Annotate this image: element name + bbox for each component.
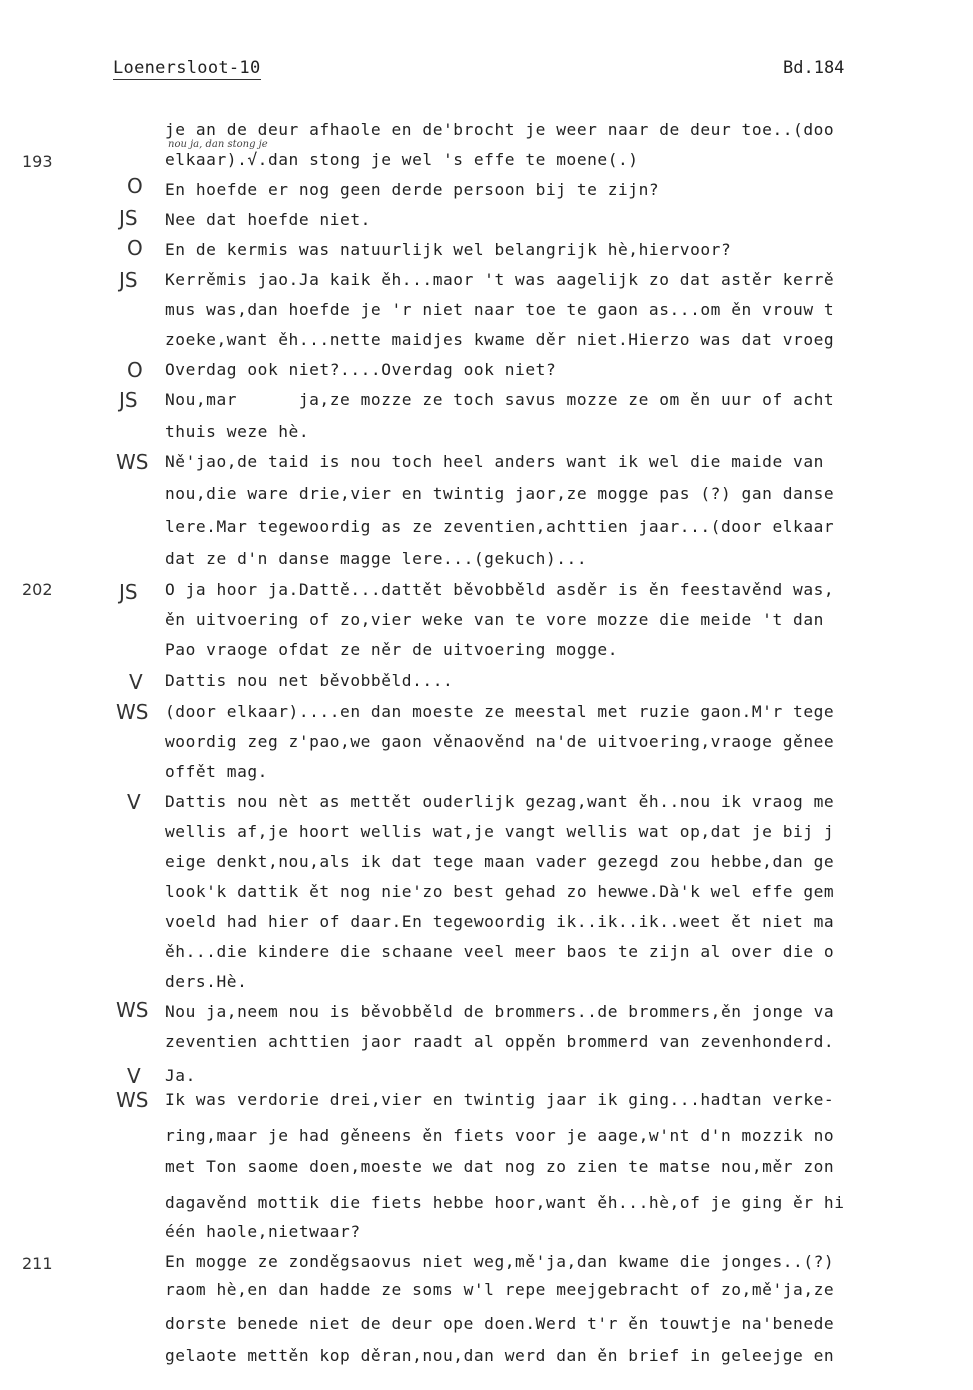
transcript-line: voeld had hier of daar.En tegewoordig ik..ik..ik..weet ět niet ma: [165, 912, 835, 931]
margin-number: 211: [22, 1254, 53, 1273]
document-title: Loenersloot-10: [113, 58, 261, 78]
speaker-label: JS: [119, 268, 138, 292]
margin-number: 202: [22, 580, 53, 599]
transcript-line: ěn uitvoering of zo,vier weke van te vore mozze die meide 't dan: [165, 610, 824, 629]
transcript-line: zeventien achttien jaor raadt al oppěn brommerd van zevenhonderd.: [165, 1032, 835, 1051]
handwritten-note: nou ja, dan stong je: [168, 139, 268, 150]
speaker-label: V: [127, 1064, 141, 1088]
transcript-line: ders.Hè.: [165, 972, 248, 991]
transcript-line: En mogge ze zonděgsaovus niet weg,mě'ja,dan kwame die jonges..(?): [165, 1252, 835, 1271]
transcript-line: offět mag.: [165, 762, 268, 781]
speaker-label: WS: [116, 450, 149, 474]
transcript-line: lere.Mar tegewoordig as ze zeventien,achttien jaar...(door elkaar: [165, 517, 835, 536]
speaker-label: WS: [116, 700, 149, 724]
transcript-line: Dattis nou net běvobběld....: [165, 671, 454, 690]
transcript-line: ring,maar je had gěneens ěn fiets voor je aage,w'nt d'n mozzik no: [165, 1126, 835, 1145]
transcript-line: raom hè,en dan hadde ze soms w'l repe meejgebracht of zo,mě'ja,ze: [165, 1280, 835, 1299]
speaker-label: V: [127, 790, 141, 814]
page-number: Bd.184: [783, 58, 845, 78]
transcript-line: woordig zeg z'pao,we gaon věnaověnd na'de uitvoering,vraoge gěnee: [165, 732, 835, 751]
speaker-label: WS: [116, 998, 149, 1022]
speaker-label: V: [129, 670, 143, 694]
transcript-line: wellis af,je hoort wellis wat,je vangt wellis wat op,dat je bij j: [165, 822, 835, 841]
transcript-line: ěh...die kindere die schaane veel meer baos te zijn al over die o: [165, 942, 835, 961]
transcript-line: Ik was verdorie drei,vier en twintig jaar ik ging...hadtan verke-: [165, 1090, 835, 1109]
transcript-line: Nee dat hoefde niet.: [165, 210, 371, 229]
transcript-line: Ja.: [165, 1066, 196, 1085]
transcript-line: nou,die ware drie,vier en twintig jaor,ze mogge pas (?) gan danse: [165, 484, 835, 503]
transcript-line: Kerrěmis jao.Ja kaik ěh...maor 't was aagelijk zo dat astěr kerrě: [165, 270, 835, 289]
transcript-line: dorste benede niet de deur ope doen.Werd t'r ěn touwtje na'benede: [165, 1314, 835, 1333]
transcript-line: O ja hoor ja.Dattě...dattět běvobběld asděr is ěn feestavěnd was,: [165, 580, 835, 599]
transcript-line: Overdag ook niet?....Overdag ook niet?: [165, 360, 557, 379]
transcript-line: dagavěnd mottik die fiets hebbe hoor,want ěh...hè,of je ging ěr hi: [165, 1193, 845, 1212]
transcript-line: één haole,nietwaar?: [165, 1222, 361, 1241]
transcript-line: thuis weze hè.: [165, 422, 310, 441]
margin-number: 193: [22, 152, 53, 171]
transcript-line: dat ze d'n danse magge lere...(gekuch)...: [165, 549, 588, 568]
transcript-line: mus was,dan hoefde je 'r niet naar toe te gaon as...om ěn vrouw t: [165, 300, 835, 319]
transcript-line: Pao vraoge ofdat ze něr de uitvoering mogge.: [165, 640, 619, 659]
transcript-line: En hoefde er nog geen derde persoon bij te zijn?: [165, 180, 660, 199]
speaker-label: JS: [119, 388, 138, 412]
transcript-line: met Ton saome doen,moeste we dat nog zo zien te matse nou,měr zon: [165, 1157, 835, 1176]
transcript-line: Nou ja,neem nou is běvobběld de brommers..de brommers,ěn jonge va: [165, 1002, 835, 1021]
transcript-line: Nou,mar ja,ze mozze ze toch savus mozze ze om ěn uur of acht: [165, 390, 835, 409]
transcript-line: look'k dattik ět nog nie'zo best gehad zo hewwe.Dà'k wel effe gem: [165, 882, 835, 901]
speaker-label: JS: [119, 206, 138, 230]
transcript-line: elkaar).√.dan stong je wel 's effe te moene(.): [165, 150, 639, 169]
transcript-line: Dattis nou nèt as mettět ouderlijk gezag,want ěh..nou ik vraog me: [165, 792, 835, 811]
speaker-label: JS: [119, 580, 138, 604]
speaker-label: O: [127, 174, 143, 198]
speaker-label: O: [127, 358, 143, 382]
transcript-line: je an de deur afhaole en de'brocht je weer naar de deur toe..(doo: [165, 120, 835, 139]
speaker-label: O: [127, 236, 143, 260]
transcript-line: gelaote mettěn kop děran,nou,dan werd dan ěn brief in geleejge en: [165, 1346, 835, 1365]
transcript-line: zoeke,want ěh...nette maidjes kwame děr niet.Hierzo was dat vroeg: [165, 330, 835, 349]
speaker-label: WS: [116, 1088, 149, 1112]
transcript-line: En de kermis was natuurlijk wel belangrijk hè,hiervoor?: [165, 240, 732, 259]
transcript-line: (door elkaar)....en dan moeste ze meestal met ruzie gaon.M'r tege: [165, 702, 835, 721]
transcript-line: eige denkt,nou,als ik dat tege maan vader gezegd zou hebbe,dan ge: [165, 852, 835, 871]
transcript-line: Ně'jao,de taid is nou toch heel anders want ik wel die maide van: [165, 452, 824, 471]
